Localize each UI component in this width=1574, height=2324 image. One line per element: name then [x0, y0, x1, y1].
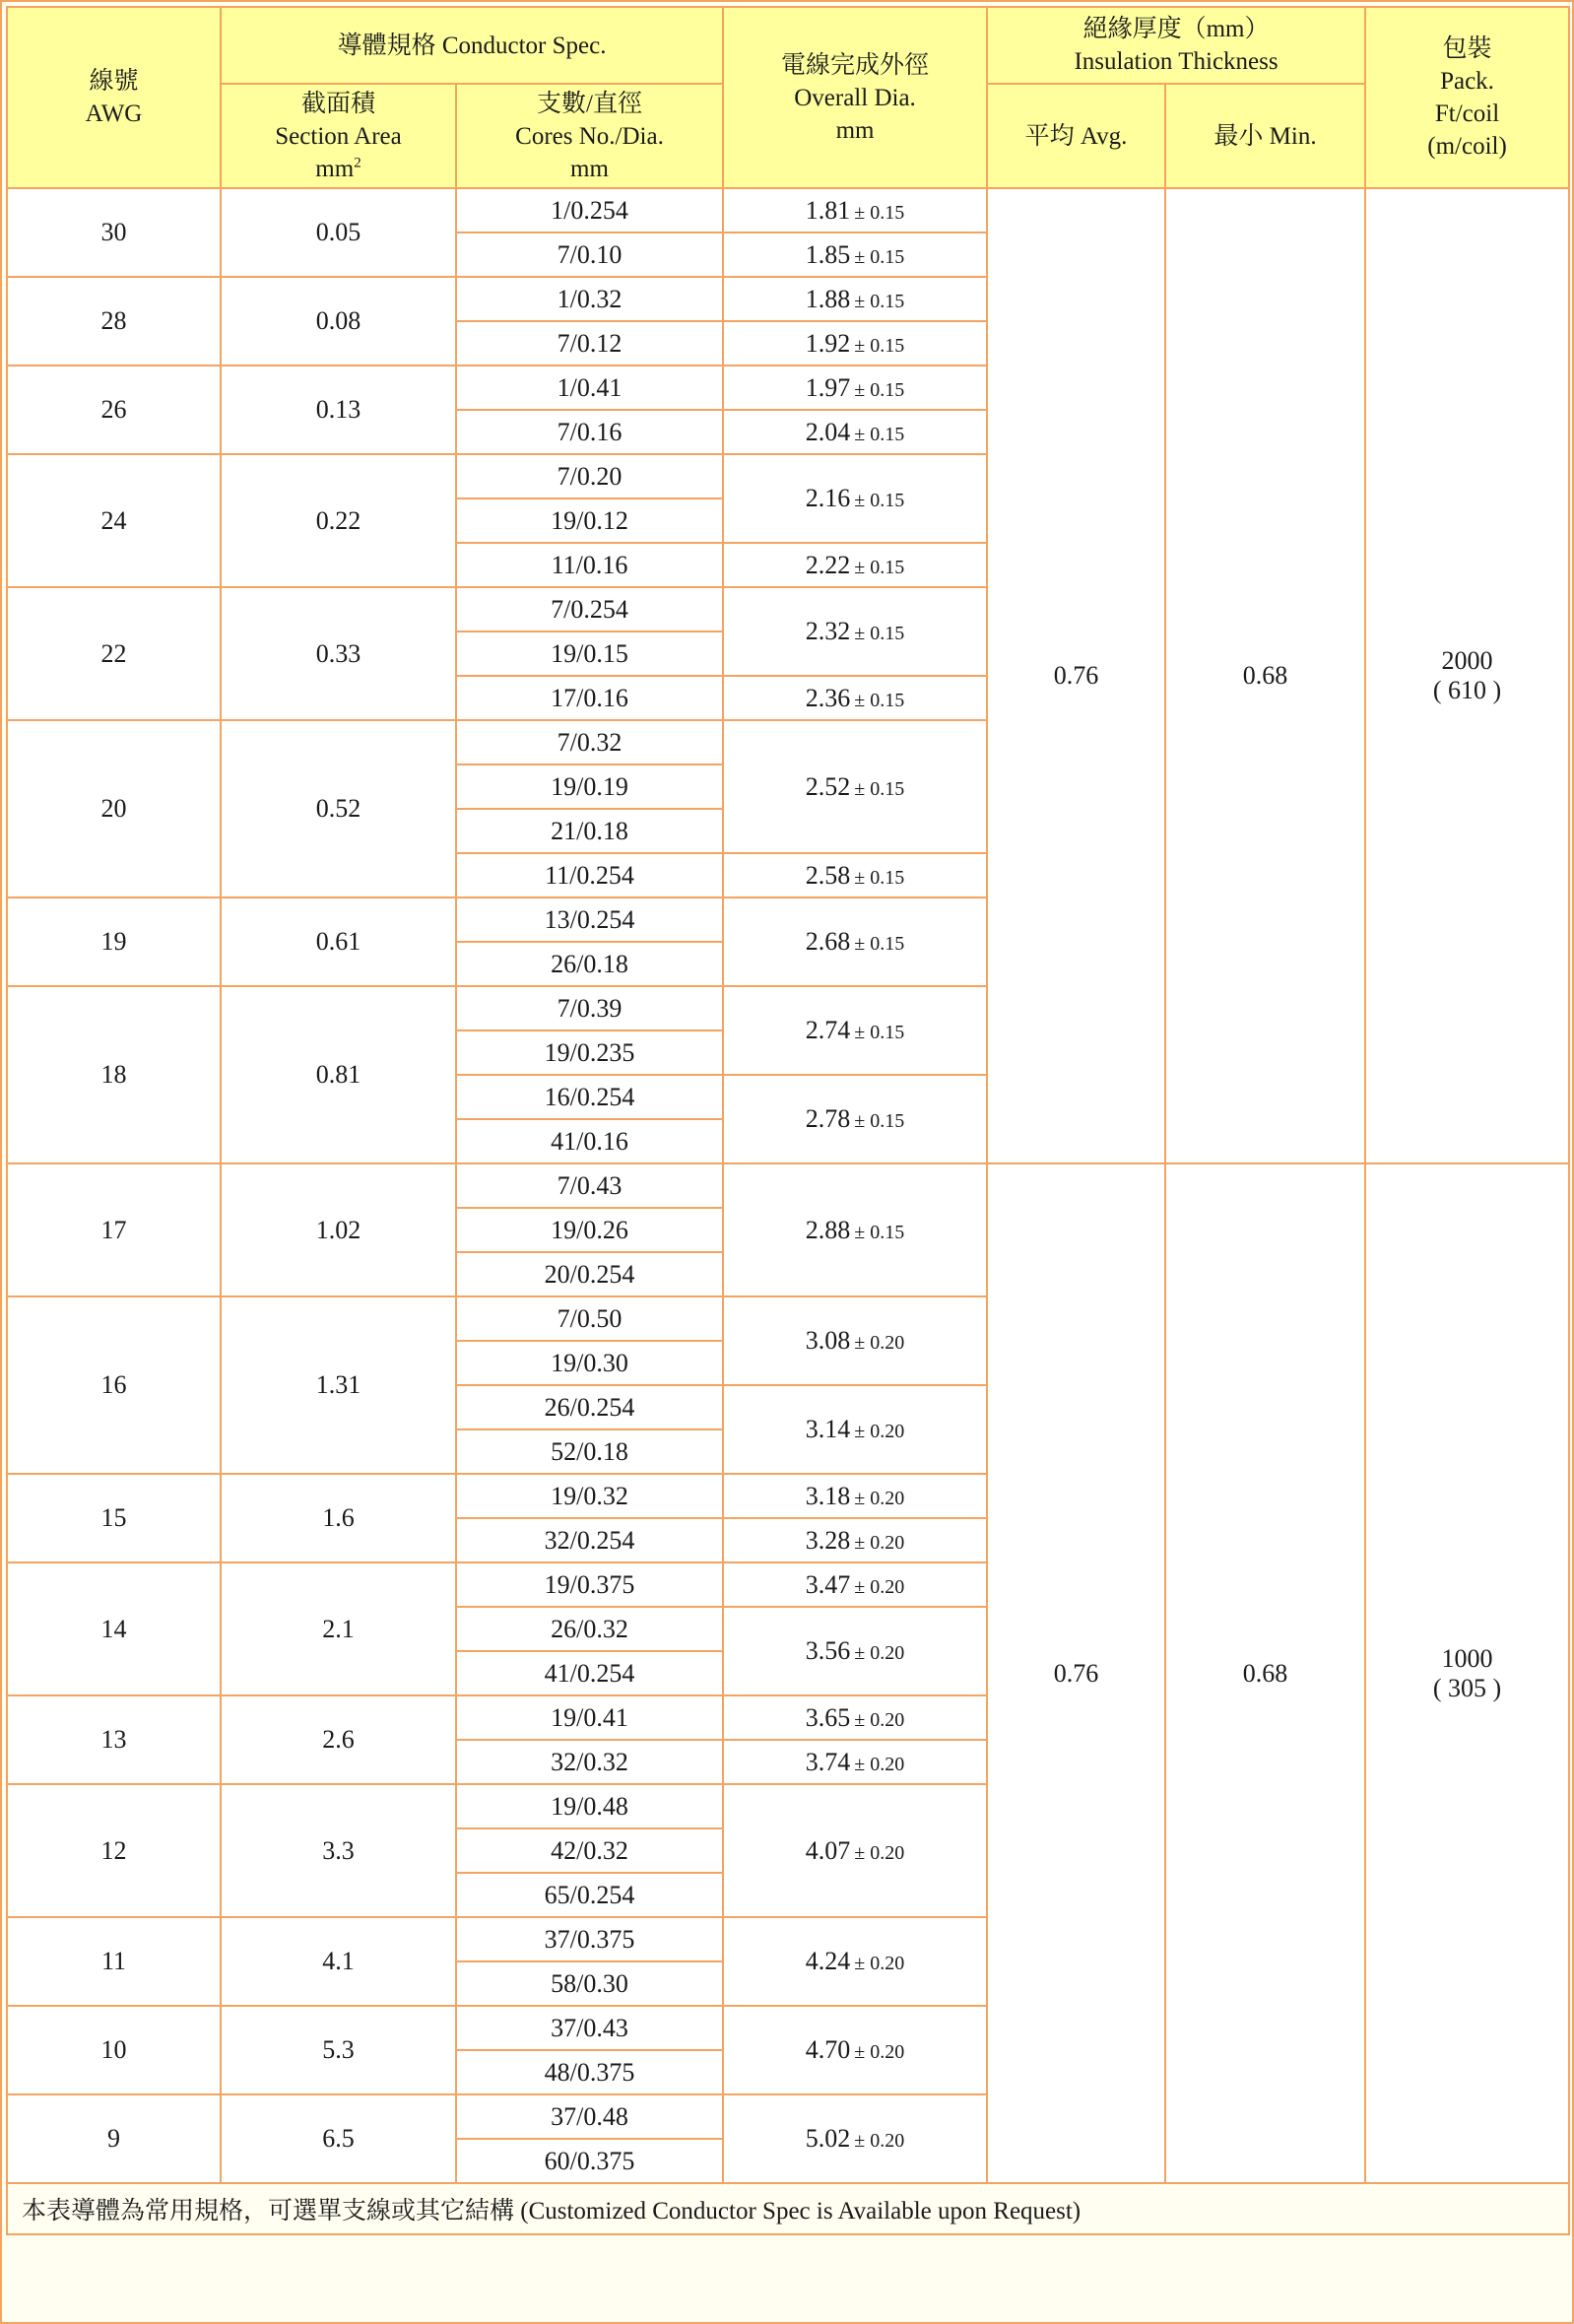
- cores-cell: 26/0.32: [456, 1607, 723, 1651]
- dia-value: 2.16: [805, 484, 851, 512]
- cores-cell: 7/0.16: [456, 410, 723, 454]
- cores-cell: 7/0.12: [456, 321, 723, 365]
- section-area-cell: 0.22: [221, 454, 456, 587]
- cores-cell: 48/0.375: [456, 2050, 723, 2094]
- overall-dia-cell: [723, 232, 987, 277]
- section-area-cell: 6.5: [221, 2094, 456, 2183]
- dia-value: 2.88: [805, 1215, 851, 1244]
- cores-header-line: 支數/直徑: [537, 90, 642, 117]
- cores-cell: 7/0.32: [456, 720, 723, 764]
- cores-cell: 20/0.254: [456, 1252, 723, 1296]
- dia-value: 2.22: [805, 550, 851, 579]
- table-footer: [7, 2183, 1569, 2234]
- cores-cell: 58/0.30: [456, 1961, 723, 2006]
- overall-dia-cell: [723, 1784, 987, 1917]
- overall-dia-cell: [723, 188, 987, 232]
- overall-dia-cell: [723, 2094, 987, 2183]
- overall-dia-cell: [723, 720, 987, 853]
- overall-dia-cell: [723, 454, 987, 543]
- section-area-cell: 0.13: [221, 365, 456, 454]
- cores-cell: 7/0.43: [456, 1163, 723, 1208]
- overall-header-line: mm: [835, 116, 875, 144]
- dia-value: 2.68: [805, 927, 851, 956]
- cores-cell: 1/0.32: [456, 277, 723, 321]
- section-area-cell: 3.3: [221, 1784, 456, 1917]
- cores-cell: 32/0.32: [456, 1740, 723, 1784]
- min-header: 最小 Min.: [1165, 84, 1365, 188]
- cores-header-line: mm: [570, 155, 609, 182]
- dia-tolerance: ± 0.15: [854, 777, 905, 800]
- awg-cell: 19: [7, 897, 221, 986]
- dia-tolerance: ± 0.15: [854, 423, 905, 445]
- cores-cell: 19/0.235: [456, 1030, 723, 1075]
- cores-cell: 17/0.16: [456, 676, 723, 720]
- cores-cell: 7/0.50: [456, 1296, 723, 1341]
- cores-cell: 52/0.18: [456, 1429, 723, 1474]
- awg-cell: 11: [7, 1917, 221, 2006]
- section-area-cell: 1.02: [221, 1163, 456, 1296]
- overall-dia-cell: [723, 321, 987, 365]
- awg-header-line: AWG: [85, 100, 143, 127]
- dia-value: 3.08: [805, 1326, 851, 1355]
- dia-tolerance: ± 0.15: [854, 334, 905, 357]
- dia-value: 2.32: [805, 617, 851, 645]
- overall-dia-cell: [723, 1296, 987, 1385]
- cores-cell: 37/0.43: [456, 2006, 723, 2050]
- cores-cell: 37/0.48: [456, 2094, 723, 2139]
- section-area-cell: 0.08: [221, 277, 456, 365]
- cores-cell: 11/0.16: [456, 543, 723, 587]
- dia-value: 1.88: [805, 284, 851, 313]
- overall-dia-cell: [723, 1518, 987, 1562]
- cores-cell: 7/0.10: [456, 232, 723, 277]
- dia-tolerance: ± 0.20: [854, 1753, 905, 1775]
- cores-cell: 7/0.254: [456, 587, 723, 631]
- dia-tolerance: ± 0.15: [854, 556, 905, 578]
- table-row: [7, 188, 1569, 232]
- section-area-header: [221, 84, 456, 188]
- overall-dia-cell: [723, 1695, 987, 1740]
- cores-cell: 42/0.32: [456, 1828, 723, 1873]
- cores-cell: 19/0.32: [456, 1474, 723, 1518]
- insulation-avg-cell: 0.76: [987, 188, 1165, 1163]
- overall-dia-header: [723, 7, 987, 188]
- cores-header: [456, 84, 723, 188]
- table-header: [7, 7, 1569, 188]
- section-area-cell: 0.33: [221, 587, 456, 720]
- overall-header-line: Overall Dia.: [794, 84, 916, 111]
- overall-dia-cell: [723, 986, 987, 1075]
- insulation-header-line: Insulation Thickness: [1074, 48, 1279, 75]
- dia-value: 3.47: [805, 1569, 851, 1599]
- cores-cell: 37/0.375: [456, 1917, 723, 1961]
- overall-dia-cell: [723, 676, 987, 720]
- dia-tolerance: ± 0.15: [854, 689, 905, 711]
- pack-cell: [1365, 1163, 1569, 2183]
- cores-cell: 19/0.19: [456, 764, 723, 809]
- awg-cell: 12: [7, 1784, 221, 1917]
- awg-cell: 20: [7, 720, 221, 897]
- dia-value: 2.36: [805, 683, 851, 712]
- overall-dia-cell: [723, 1562, 987, 1607]
- table-body: [7, 188, 1569, 2183]
- dia-tolerance: ± 0.20: [854, 1642, 905, 1664]
- overall-dia-cell: [723, 1917, 987, 2006]
- awg-cell: 9: [7, 2094, 221, 2183]
- cores-cell: 16/0.254: [456, 1075, 723, 1119]
- overall-dia-cell: [723, 1607, 987, 1695]
- overall-header-line: 電線完成外徑: [781, 51, 930, 79]
- dia-value: 2.52: [805, 771, 851, 801]
- dia-value: 3.56: [805, 1636, 851, 1665]
- awg-cell: 28: [7, 277, 221, 365]
- dia-tolerance: ± 0.15: [854, 866, 905, 889]
- dia-tolerance: ± 0.20: [854, 1421, 905, 1442]
- section-header-unit: [222, 153, 455, 185]
- dia-tolerance: ± 0.15: [854, 623, 905, 644]
- avg-header: 平均 Avg.: [987, 84, 1165, 188]
- insulation-min-cell: 0.68: [1165, 1163, 1365, 2183]
- awg-cell: 24: [7, 454, 221, 587]
- overall-dia-cell: [723, 2006, 987, 2094]
- cores-cell: 65/0.254: [456, 1873, 723, 1917]
- section-unit: mm: [315, 155, 355, 182]
- dia-value: 2.74: [805, 1016, 851, 1044]
- dia-value: 2.78: [805, 1104, 851, 1133]
- cores-cell: 19/0.41: [456, 1695, 723, 1740]
- overall-dia-cell: [723, 587, 987, 676]
- cores-cell: 7/0.20: [456, 454, 723, 498]
- cores-cell: 19/0.26: [456, 1208, 723, 1252]
- section-area-cell: 4.1: [221, 1917, 456, 2006]
- cores-header-line: Cores No./Dia.: [515, 122, 664, 150]
- dia-value: 3.74: [805, 1747, 851, 1776]
- dia-value: 2.58: [805, 860, 851, 890]
- dia-tolerance: ± 0.15: [854, 201, 905, 224]
- dia-tolerance: ± 0.20: [854, 1531, 905, 1554]
- cores-cell: 19/0.30: [456, 1341, 723, 1385]
- dia-value: 3.14: [805, 1415, 851, 1443]
- overall-dia-cell: [723, 1474, 987, 1518]
- awg-header: [7, 7, 221, 188]
- cores-cell: 41/0.254: [456, 1651, 723, 1695]
- pack-header-line: Pack.: [1440, 68, 1494, 95]
- cores-cell: 21/0.18: [456, 809, 723, 853]
- pack-header-line: 包裝: [1442, 35, 1492, 62]
- cores-cell: 41/0.16: [456, 1119, 723, 1163]
- dia-value: 4.07: [805, 1835, 851, 1865]
- cores-cell: 19/0.375: [456, 1562, 723, 1607]
- cores-cell: 1/0.41: [456, 365, 723, 410]
- dia-tolerance: ± 0.20: [854, 1332, 905, 1354]
- section-area-cell: 5.3: [221, 2006, 456, 2094]
- dia-tolerance: ± 0.15: [854, 933, 905, 955]
- dia-value: 4.24: [805, 1947, 851, 1975]
- overall-dia-cell: [723, 365, 987, 410]
- awg-cell: 30: [7, 188, 221, 277]
- dia-value: 1.92: [805, 328, 851, 358]
- conductor-header: 導體規格 Conductor Spec.: [221, 7, 723, 84]
- overall-dia-cell: [723, 1740, 987, 1784]
- dia-tolerance: ± 0.15: [854, 378, 905, 401]
- dia-tolerance: ± 0.15: [854, 245, 905, 268]
- section-area-cell: 2.6: [221, 1695, 456, 1784]
- overall-dia-cell: [723, 1385, 987, 1474]
- insulation-min-cell: 0.68: [1165, 188, 1365, 1163]
- cores-cell: 1/0.254: [456, 188, 723, 232]
- section-area-cell: 0.81: [221, 986, 456, 1163]
- dia-tolerance: ± 0.20: [854, 1708, 905, 1731]
- dia-value: 3.28: [805, 1525, 851, 1555]
- dia-tolerance: ± 0.15: [854, 490, 905, 511]
- section-area-cell: 1.6: [221, 1474, 456, 1562]
- pack-value: 2000: [1441, 646, 1493, 675]
- cores-cell: 7/0.39: [456, 986, 723, 1030]
- overall-dia-cell: [723, 543, 987, 587]
- dia-value: 3.18: [805, 1481, 851, 1510]
- cores-cell: 26/0.18: [456, 942, 723, 986]
- dia-tolerance: ± 0.20: [854, 2041, 905, 2063]
- section-unit-sup: 2: [354, 155, 361, 171]
- awg-cell: 17: [7, 1163, 221, 1296]
- dia-tolerance: ± 0.15: [854, 1110, 905, 1132]
- dia-tolerance: ± 0.20: [854, 1487, 905, 1509]
- pack-header-line: Ft/coil: [1434, 100, 1500, 127]
- cores-cell: 19/0.12: [456, 498, 723, 543]
- dia-tolerance: ± 0.15: [854, 290, 905, 312]
- section-header-line: 截面積: [300, 90, 375, 117]
- pack-value: 1000: [1441, 1643, 1493, 1673]
- dia-value: 5.02: [805, 2124, 851, 2153]
- dia-value: 1.85: [805, 239, 851, 269]
- dia-tolerance: ± 0.15: [854, 1022, 905, 1043]
- overall-dia-cell: [723, 1163, 987, 1296]
- section-area-cell: 0.61: [221, 897, 456, 986]
- awg-cell: 14: [7, 1562, 221, 1695]
- cores-cell: 26/0.254: [456, 1385, 723, 1429]
- awg-cell: 22: [7, 587, 221, 720]
- footer-note: 本表導體為常用規格，可選單支線或其它結構 (Customized Conductor Spec is Available upon Request): [7, 2183, 1569, 2234]
- dia-value: 2.04: [805, 417, 851, 446]
- pack-value: ( 305 ): [1432, 1673, 1502, 1702]
- dia-tolerance: ± 0.20: [854, 2130, 905, 2152]
- section-area-cell: 0.52: [221, 720, 456, 897]
- awg-cell: 13: [7, 1695, 221, 1784]
- awg-header-line: 線號: [89, 68, 139, 95]
- dia-value: 1.97: [805, 372, 851, 402]
- pack-value: ( 610 ): [1432, 676, 1502, 704]
- section-area-cell: 2.1: [221, 1562, 456, 1695]
- overall-dia-cell: [723, 1075, 987, 1163]
- cores-cell: 60/0.375: [456, 2139, 723, 2183]
- awg-cell: 10: [7, 2006, 221, 2094]
- section-area-cell: 0.05: [221, 188, 456, 277]
- cores-cell: 19/0.48: [456, 1784, 723, 1828]
- cores-cell: 11/0.254: [456, 853, 723, 897]
- pack-header: [1365, 7, 1569, 188]
- cores-cell: 13/0.254: [456, 897, 723, 942]
- awg-cell: 16: [7, 1296, 221, 1474]
- pack-header-line: (m/coil): [1427, 133, 1507, 160]
- section-area-cell: 1.31: [221, 1296, 456, 1474]
- awg-cell: 26: [7, 365, 221, 454]
- dia-value: 4.70: [805, 2035, 851, 2064]
- cores-cell: 32/0.254: [456, 1518, 723, 1562]
- dia-tolerance: ± 0.20: [854, 1841, 905, 1864]
- awg-cell: 15: [7, 1474, 221, 1562]
- dia-tolerance: ± 0.15: [854, 1221, 905, 1243]
- insulation-header: [987, 7, 1365, 84]
- overall-dia-cell: [723, 277, 987, 321]
- wire-spec-table: [6, 6, 1570, 2235]
- overall-dia-cell: [723, 410, 987, 454]
- insulation-header-line: 絕緣厚度（mm）: [1082, 16, 1270, 42]
- awg-cell: 18: [7, 986, 221, 1163]
- dia-value: 3.65: [805, 1702, 851, 1732]
- overall-dia-cell: [723, 853, 987, 897]
- dia-tolerance: ± 0.20: [854, 1575, 905, 1598]
- dia-value: 1.81: [805, 195, 851, 225]
- section-header-line: Section Area: [275, 122, 402, 150]
- cores-cell: 19/0.15: [456, 631, 723, 676]
- table-row: [7, 1163, 1569, 1208]
- overall-dia-cell: [723, 897, 987, 986]
- pack-cell: [1365, 188, 1569, 1163]
- dia-tolerance: ± 0.20: [854, 1953, 905, 1974]
- insulation-avg-cell: 0.76: [987, 1163, 1165, 2183]
